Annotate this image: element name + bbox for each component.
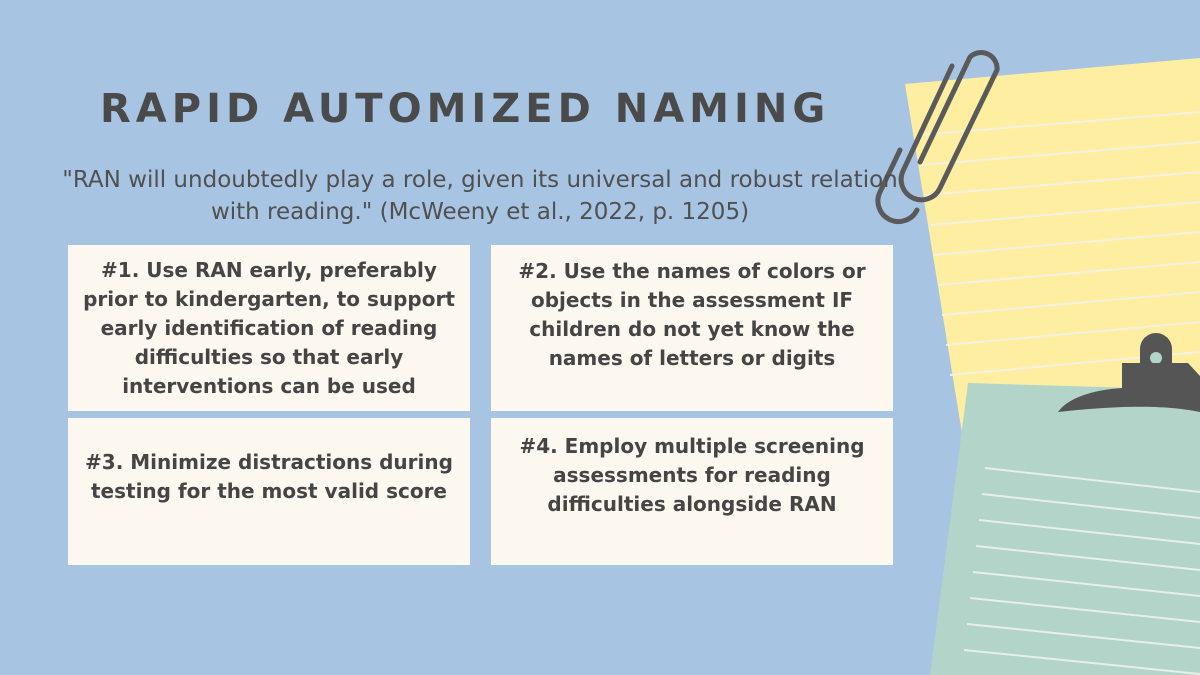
quote-text: "RAN will undoubtedly play a role, given its universal and robust relation with reading." (McWeeny et al., 2022, p. 1205) — [62, 167, 898, 225]
tip-card-2-text: #2. Use the names of colors or objects in the assessment IF children do not yet know the names of letters or digits — [518, 259, 866, 370]
tip-card-1-text: #1. Use RAN early, preferably prior to kindergarten, to support early identification of reading difficulties so that early interventions can be used — [83, 257, 455, 398]
slide-title: RAPID AUTOMIZED NAMING — [100, 86, 831, 132]
tip-card-3-text: #3. Minimize distractions during testing for the most valid score — [85, 450, 453, 503]
tip-card-2 — [491, 245, 893, 411]
teal-lined-note — [930, 383, 1200, 675]
tip-card-3 — [68, 418, 470, 565]
tip-card-4 — [491, 418, 893, 565]
tip-card-4-text: #4. Employ multiple screening assessments for reading difficulties alongside RAN — [519, 434, 865, 516]
tip-card-1 — [68, 245, 470, 411]
